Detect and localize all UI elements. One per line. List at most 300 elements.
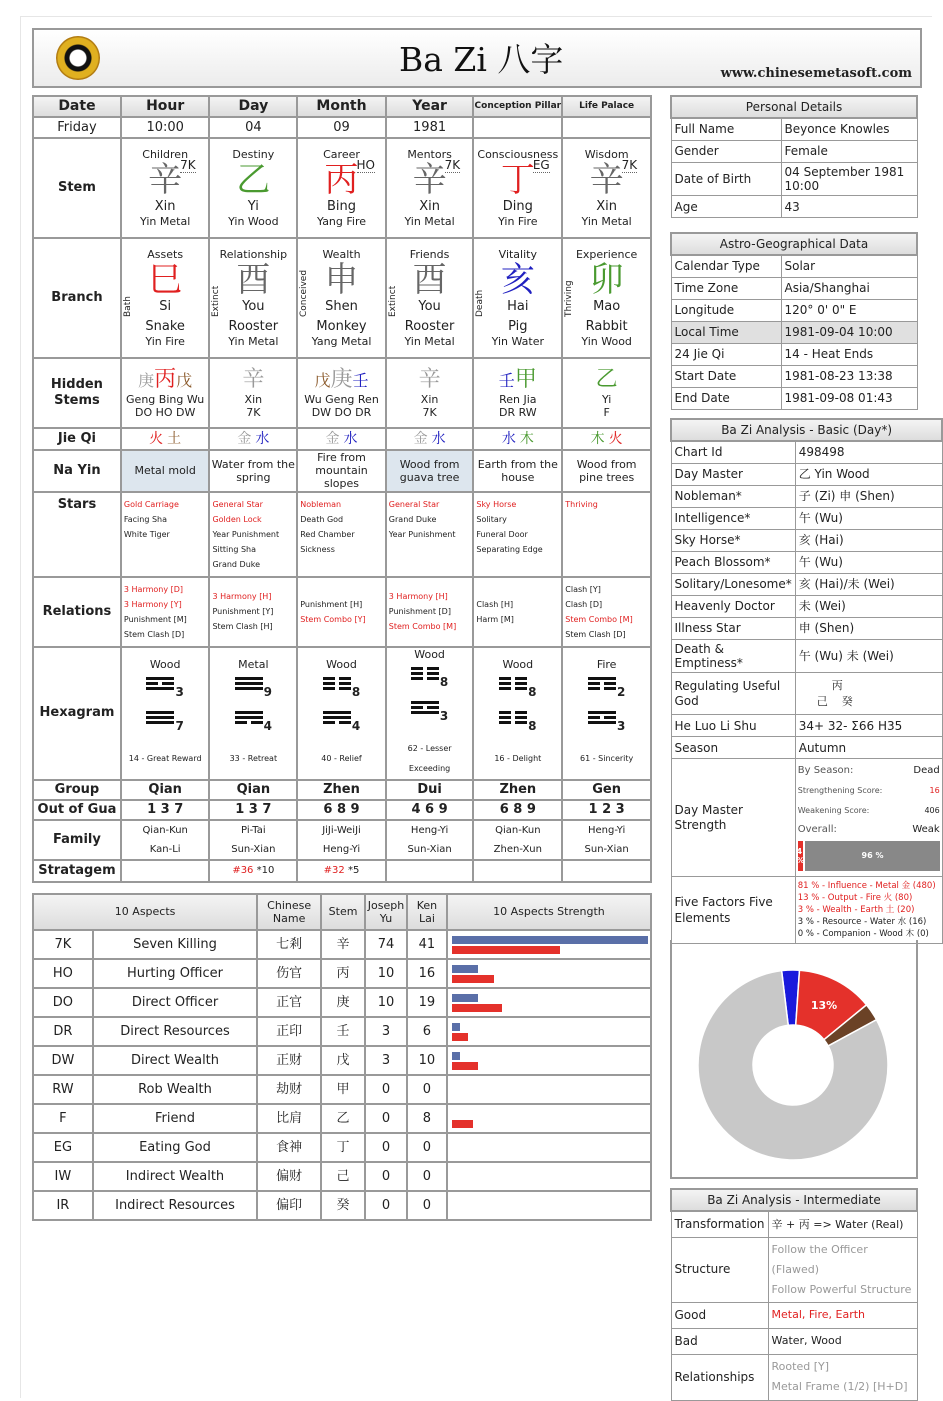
heluo-row: He Luo Li Shu 34+ 32- Σ66 H35 [671,715,942,737]
hidden-char: 辛 [242,366,265,392]
aspect-cell: Friend [93,1104,257,1133]
relations-cell [473,577,562,647]
aspect-cell: 0 [365,1191,407,1220]
stratagem-row [33,860,651,882]
row-label: Group [33,780,121,800]
upper-trigram-icon [499,675,527,692]
detail-row [671,277,917,299]
upper-num: 2 [616,684,626,699]
stars-item: Sky Horse [476,499,517,509]
animal: Pig [508,319,528,334]
aspect-cell: IR [33,1191,93,1220]
lower-num: 3 [616,718,626,733]
aspect-cell: 七剎 [257,930,321,959]
hidden-names: Yi [601,393,612,406]
aspect-cell: 0 [407,1162,447,1191]
strength-bars [447,959,651,988]
relations-item: Stem Combo [M] [565,614,633,624]
page-title: Ba Zi 八字 [399,40,564,79]
stem-char: 丙 HO [324,158,375,201]
hidden-char: 甲 [514,366,537,392]
hexagram-name: 16 - Delight [494,753,542,763]
branch-element: Yin Water [491,334,544,348]
ten-god-tag: HO [356,158,375,173]
lower-trigram-icon [499,709,527,726]
branch-element: Yin Metal [404,334,455,348]
detail-row [671,365,917,387]
detail-value: 子 (Zi) 申 (Shen) [795,485,942,507]
aspect-cell: Seven Killing [93,930,257,959]
group-cell: Qian [121,780,210,800]
aspect-header: 10 Aspects Strength [447,894,651,930]
aspect-cell: 壬 [321,1017,365,1046]
family-cell: Heng-Yi Sun-Xian [386,820,474,860]
growth-state: Extinct [211,285,222,317]
hexagram-row [33,647,651,780]
family-cell: JiJi-WeiJi Heng-Yi [297,820,386,860]
growth-state: Death [475,289,486,317]
col-header: Month [297,96,386,117]
stratagem-cell: #36 *10 [209,860,297,882]
date-cell: Friday [33,117,121,138]
strength-bar-left: 4 % [798,841,804,871]
aspect-header: Stem [321,894,365,930]
relations-cell [121,577,210,647]
animal: Rabbit [585,319,628,334]
branch-cell [473,238,562,358]
detail-label: Gender [671,140,781,162]
animal: Rooster [404,319,455,334]
strength-bars [447,1104,651,1133]
hidden-char: 壬 [498,370,515,390]
aspect-cell: DR [33,1017,93,1046]
relations-row [33,577,651,647]
detail-label: Longitude [671,299,781,321]
branch-cell [562,238,651,358]
stem-cell [297,138,386,238]
hidden-cell [297,358,386,428]
hidden-names: Xin [420,393,439,406]
strength-bars [447,1017,651,1046]
stem-element: Yin Wood [228,214,279,228]
detail-label: Calendar Type [671,255,781,277]
stem-name: Xin [596,199,618,215]
relations-item: 3 Harmony [H] [388,592,448,602]
row-label: Out of Gua [33,800,121,820]
detail-row [671,118,917,140]
branch-name: You [418,299,441,315]
detail-value: Solar [781,255,917,277]
branch-name: You [242,299,265,315]
aspect-cell: 比肩 [257,1104,321,1133]
aspect-row [33,1104,651,1133]
aspect-row [33,1046,651,1075]
detail-label: Chart Id [671,441,795,463]
stem-cell [386,138,474,238]
useful-god-row: Regulating Useful God 丙 己 癸 [671,673,942,715]
detail-value: 43 [781,196,917,218]
jieqi-cell [386,428,474,450]
hexagram-name: 40 - Relief [321,753,362,763]
hexagram-cell [209,647,297,780]
relations-item: Clash [D] [565,599,603,609]
role-label: Assets [147,248,184,262]
nayin-cell: Wood from guava tree [386,450,474,492]
stratagem-cell [562,860,651,882]
role-label: Destiny [232,148,275,162]
aspect-row [33,1133,651,1162]
detail-label: Illness Star [671,617,795,639]
relations-item: Punishment [D] [388,607,451,617]
upper-num: 9 [263,684,273,699]
nayin-cell: Water from the spring [209,450,297,492]
aspect-header: Joseph Yu [365,894,407,930]
stars-row [33,492,651,577]
aspect-cell: 偏财 [257,1162,321,1191]
hidden-tags: DR RW [498,406,537,420]
branch-name: Hai [507,299,529,315]
branch-name: Shen [325,299,358,315]
lower-num: 3 [439,708,449,723]
lower-trigram-icon [588,709,616,726]
detail-label: Date of Birth [671,162,781,196]
aspect-cell: 3 [365,1017,407,1046]
element-char: 金 [413,430,428,447]
aspect-cell: 戊 [321,1046,365,1075]
row-label: Hexagram [33,647,121,780]
lower-num: 4 [351,718,361,733]
date-cell [562,117,651,138]
detail-row [671,196,917,218]
stars-cell [121,492,210,577]
branch-char: 酉 [412,260,447,301]
stem-name: Ding [502,199,533,215]
aspect-cell: 16 [407,959,447,988]
stars-item: Sickness [300,544,335,554]
branch-char: 申 [324,260,359,301]
detail-value: 1981-09-08 01:43 [781,387,917,409]
aspect-cell: F [33,1104,93,1133]
stem-cell [473,138,562,238]
group-cell: Zhen [297,780,386,800]
stars-item: Gold Carriage [123,499,179,509]
aspect-cell: 10 [365,959,407,988]
branch-char: 酉 [236,260,271,301]
hidden-cell [562,358,651,428]
hidden-char: 庚 [330,366,353,392]
strength-bars [447,1133,651,1162]
upper-trigram-icon [588,675,616,692]
aspect-cell: 甲 [321,1075,365,1104]
branch-element: Yin Fire [145,334,185,348]
role-label: Relationship [219,248,288,262]
upper-trigram-icon [411,665,439,682]
stars-item: Year Punishment [388,529,456,539]
hidden-tags: 7K [246,406,261,420]
gua-cell: 1 3 7 [209,800,297,820]
strength-bars [447,1191,651,1220]
branch-cell [297,238,386,358]
group-cell: Zhen [473,780,562,800]
stem-row [33,138,651,238]
aspect-header: Chinese Name [257,894,321,930]
lower-num: 4 [263,718,273,733]
aspect-cell: 10 [365,988,407,1017]
hidden-char: 丙 [154,366,177,392]
aspect-cell: 偏印 [257,1191,321,1220]
stem-char: 辛 7K [148,158,196,201]
relations-item: Punishment [Y] [212,607,274,617]
aspect-cell: 0 [365,1162,407,1191]
element-char: 火 [149,430,164,447]
aspect-cell: 丁 [321,1133,365,1162]
good-row: Good Metal, Fire, Earth [671,1302,917,1328]
relations-cell [562,577,651,647]
gua-cell: 1 3 7 [121,800,210,820]
family-cell: Heng-Yi Sun-Xian [562,820,651,860]
jieqi-cell [473,428,562,450]
transformation-row: Transformation 辛 + 丙 => Water (Real) [671,1211,917,1237]
section-header: Personal Details [671,96,917,118]
hidden-char: 戊 [314,370,331,390]
branch-char: 巳 [148,260,183,301]
hidden-char: 庚 [138,370,155,390]
upper-num: 8 [439,674,449,689]
hidden-names: Geng Bing Wu [126,393,205,406]
upper-num: 8 [528,684,537,699]
stem-char: 丁 EG [500,158,550,201]
aspect-cell: 庚 [321,988,365,1017]
joseph-yu-bar [452,1023,460,1031]
relations-cell [209,577,297,647]
branch-name: Mao [593,299,621,315]
gua-row [33,800,651,820]
element-char: 金 [237,430,252,447]
role-label: Mentors [407,148,452,162]
element-char: 水 [431,430,446,447]
detail-row [671,595,942,617]
detail-row [671,463,942,485]
family-row [33,820,651,860]
growth-state: Conceived [299,269,310,317]
relations-item: Clash [H] [476,599,514,609]
ken-lai-bar [452,1033,468,1041]
aspect-cell: DW [33,1046,93,1075]
detail-value: 14 - Heat Ends [781,343,917,365]
branch-row [33,238,651,358]
role-label: Experience [575,248,638,262]
aspect-row [33,930,651,959]
detail-label: Sky Horse* [671,529,795,551]
detail-row [671,299,917,321]
hidden-char: 辛 [418,366,441,392]
aspect-cell: 3 [365,1046,407,1075]
aspect-cell: 正官 [257,988,321,1017]
stars-item: Facing Sha [123,514,168,524]
element-char: 水 [255,430,270,447]
hex-element: Wood [149,657,181,671]
stars-item: Red Chamber [300,529,355,539]
hidden-cell [473,358,562,428]
joseph-yu-bar [452,965,478,973]
hidden-names: Ren Jia [499,393,537,406]
five-factor-line: 81 % - Influence - Metal 金 (480) [797,881,936,892]
detail-label: 24 Jie Qi [671,343,781,365]
aspect-cell: 正印 [257,1017,321,1046]
pie-panel [670,940,918,1179]
pie-label: 13% [810,999,838,1013]
strength-bar-right: 96 % [805,841,939,871]
aspect-cell: IW [33,1162,93,1191]
personal-details-table [670,95,918,218]
aspect-cell: 0 [407,1133,447,1162]
col-header: Day [209,96,297,117]
stars-item: Death God [300,514,344,524]
branch-element: Yin Metal [228,334,279,348]
aspect-cell: HO [33,959,93,988]
ken-lai-bar [452,946,561,954]
aspects-header [33,894,651,930]
strength-bars [447,1162,651,1191]
detail-value: Female [781,140,917,162]
site-url[interactable]: www.chinesemetasoft.com [720,66,912,81]
date-cell: 10:00 [121,117,210,138]
relations-item: Stem Clash [H] [212,622,273,632]
aspects-table [32,893,652,1221]
upper-trigram-icon [235,675,263,692]
stratagem-cell [121,860,210,882]
hidden-cell [209,358,297,428]
col-header: Conception Pillar [473,96,562,117]
branch-element: Yin Wood [581,334,632,348]
detail-row [671,485,942,507]
five-factor-line: 13 % - Output - Fire 火 (80) [797,893,913,904]
stem-cell [562,138,651,238]
row-label: Stars [33,492,121,577]
relations-item: Punishment [M] [123,614,187,624]
detail-label: Full Name [671,118,781,140]
detail-value: 未 (Wei) [795,595,942,617]
section-header: Astro-Geographical Data [671,233,917,255]
aspect-cell: 正财 [257,1046,321,1075]
stars-item: General Star [212,499,263,509]
date-cell: 04 [209,117,297,138]
bad-row: Bad Water, Wood [671,1328,917,1354]
relations-item: 3 Harmony [H] [212,592,272,602]
ken-lai-bar [452,1062,478,1070]
aspect-cell: Hurting Officer [93,959,257,988]
hex-element: Wood [502,657,534,671]
stars-cell [386,492,474,577]
role-label: Children [142,148,189,162]
hexagram-name: 61 - Sincerity [580,753,634,763]
detail-value: 亥 (Hai) [795,529,942,551]
stem-cell [209,138,297,238]
hexagram-cell [121,647,210,780]
detail-value: 04 September 1981 10:00 [781,162,917,196]
pie-label: 81% [730,1162,758,1176]
five-factor-line: 3 % - Resource - Water 水 (16) [797,917,927,928]
hidden-tags: F [603,406,610,420]
hidden-names: Wu Geng Ren [304,393,379,406]
section-header: Ba Zi Analysis - Basic (Day*) [671,419,942,441]
branch-cell [386,238,474,358]
jieqi-cell [297,428,386,450]
hexagram-cell [386,647,474,780]
stars-item: White Tiger [123,529,170,539]
detail-row [671,617,942,639]
aspect-cell: 食神 [257,1133,321,1162]
detail-value: 1981-09-04 10:00 [781,321,917,343]
aspect-cell: 己 [321,1162,365,1191]
jieqi-cell [209,428,297,450]
role-label: Friends [409,248,450,262]
five-factor-line: 0 % - Companion - Wood 木 (0) [797,929,929,940]
relations-item: 3 Harmony [Y] [123,599,182,609]
gua-cell: 6 8 9 [297,800,386,820]
stem-element: Yin Metal [140,214,191,228]
stars-cell [297,492,386,577]
ken-lai-bar [452,1120,473,1128]
aspect-cell: Direct Wealth [93,1046,257,1075]
pillars-table [32,95,652,883]
relations-item: Clash [Y] [565,584,601,594]
joseph-yu-bar [452,994,478,1002]
row-label: Stratagem [33,860,121,882]
upper-trigram-icon [146,675,174,692]
stars-item: Golden Lock [212,514,262,524]
aspect-row [33,1075,651,1104]
stem-char: 乙 [236,160,271,201]
strength-bars [447,1046,651,1075]
aspect-row [33,1017,651,1046]
gua-cell: 4 6 9 [386,800,474,820]
ken-lai-bar [452,975,494,983]
aspect-cell: 丙 [321,959,365,988]
stars-cell [209,492,297,577]
jieqi-cell [121,428,210,450]
date-cell: 1981 [386,117,474,138]
family-cell: Qian-Kun Zhen-Xun [473,820,562,860]
element-char: 水 [343,430,358,447]
hidden-tags: DW DO DR [311,406,372,420]
element-char: 土 [167,430,182,447]
detail-label: Time Zone [671,277,781,299]
lower-trigram-icon [411,699,439,716]
hexagram-cell [473,647,562,780]
detail-value: Beyonce Knowles [781,118,917,140]
detail-label: Peach Blossom* [671,551,795,573]
stem-name: Xin [419,199,440,215]
role-label: Wealth [322,248,361,262]
detail-label: Day Master [671,463,795,485]
aspect-cell: 6 [407,1017,447,1046]
stem-name: Yi [247,199,259,215]
row-label: Branch [33,238,121,358]
stars-item: General Star [388,499,440,509]
relationships-row: Relationships Rooted [Y] Metal Frame (1/2) [H+D] [671,1354,917,1400]
stem-cell [121,138,210,238]
relations-item: Stem Clash [D] [565,629,626,639]
ten-god-tag: 7K [180,158,196,173]
nayin-cell: Metal mold [121,450,210,492]
animal: Monkey [316,319,367,334]
detail-label: Local Time [671,321,781,343]
aspect-cell: Indirect Wealth [93,1162,257,1191]
role-label: Wisdom [584,148,629,162]
family-cell: Qian-Kun Kan-Li [121,820,210,860]
strength-row: Day Master Strength By Season: Dead Strengthening Score: 16 Weakening Score: 406 Overall: Weak 4 % 96 % [671,759,942,877]
